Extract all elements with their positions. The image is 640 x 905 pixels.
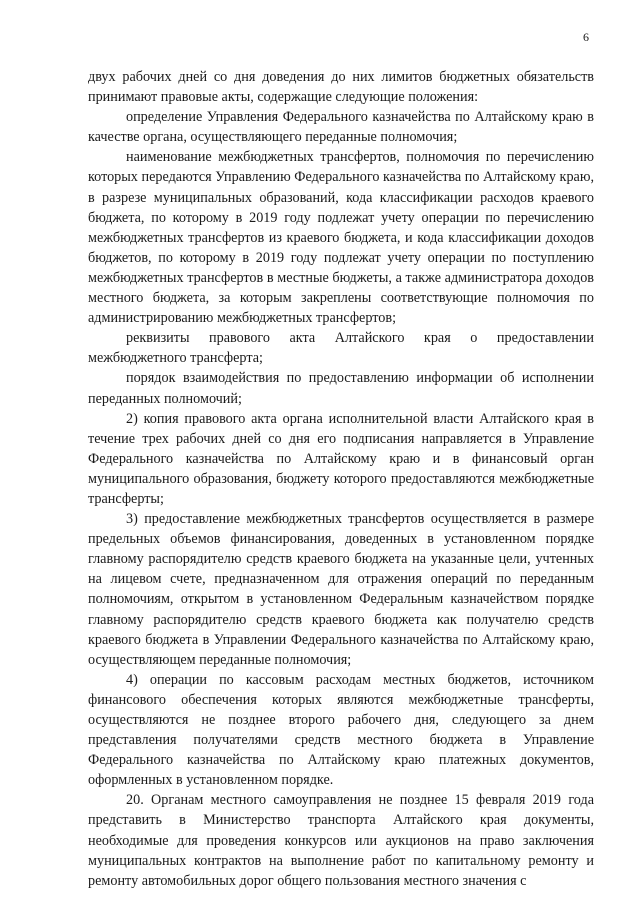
paragraph-transfer-name: наименование межбюджетных трансфертов, полномочия по перечислению которых передаются Управлению Федерального казначейства по Алтайскому краю, в разрезе муниципальных образований, кода классификации расходов краевого бюджета, по которому в 2019 году подлежат учету операции по перечислению межбюджетных трансфертов из краевого бюджета, и кода классификации доходов бюджетов, по которому в 2019 году подлежат учету операции по поступлению межбюджетных трансфертов в местные бюджеты, а также администратора доходов местного бюджета, за которым закреплены соответствующие полномочия по администрированию межбюджетных трансфертов; [88,149,594,327]
paragraph-definition: определение Управления Федерального казначейства по Алтайскому краю в качестве органа, осуществляющего переданные полномочия; [88,109,594,146]
paragraph-item-2: 2) копия правового акта органа исполнительной власти Алтайского края в течение трех рабочих дней со дня его подписания направляется в Управление Федерального казначейства по Алтайскому краю и в финансовый орган муниципального образования, бюджету которого предоставляются межбюджетные трансферты; [88,410,594,507]
page-number: 6 [583,30,589,44]
document-body [88,67,594,891]
paragraph-continuation: двух рабочих дней со дня доведения до них лимитов бюджетных обязательств принимают правовые акты, содержащие следующие положения: [88,69,594,106]
paragraph-interaction-procedure: порядок взаимодействия по предоставлению информации об исполнении переданных полномочий; [88,370,594,407]
paragraph-clause-20: 20. Органам местного самоуправления не позднее 15 февраля 2019 года представить в Министерство транспорта Алтайского края документы, необходимые для проведения конкурсов или аукционов на право заключения муниципальных контрактов на выполнение работ по капитальному ремонту и ремонту автомобильных дорог общего пользования местного значения с [88,792,594,889]
paragraph-item-4: 4) операции по кассовым расходам местных бюджетов, источником финансового обеспечения которых являются межбюджетные трансферты, осуществляются не позднее второго рабочего дня, следующего за днем представления получателями средств местного бюджета в Управление Федерального казначейства по Алтайскому краю платежных документов, оформленных в установленном порядке. [88,671,594,789]
paragraph-legal-act-details: реквизиты правового акта Алтайского края о предоставлении межбюджетного трансферта; [88,330,594,367]
paragraph-item-3: 3) предоставление межбюджетных трансфертов осуществляется в размере предельных объемов финансирования, доведенных в установленном порядке главному распорядителю средств краевого бюджета на указанные цели, учтенных на лицевом счете, предназначенном для отражения операций по переданным полномочиям, открытом в установленном Федеральным казначейством порядке главному распорядителю средств краевого бюджета как получателю средств краевого бюджета в Управлении Федерального казначейства по Алтайскому краю, осуществляющем переданные полномочия; [88,511,594,668]
